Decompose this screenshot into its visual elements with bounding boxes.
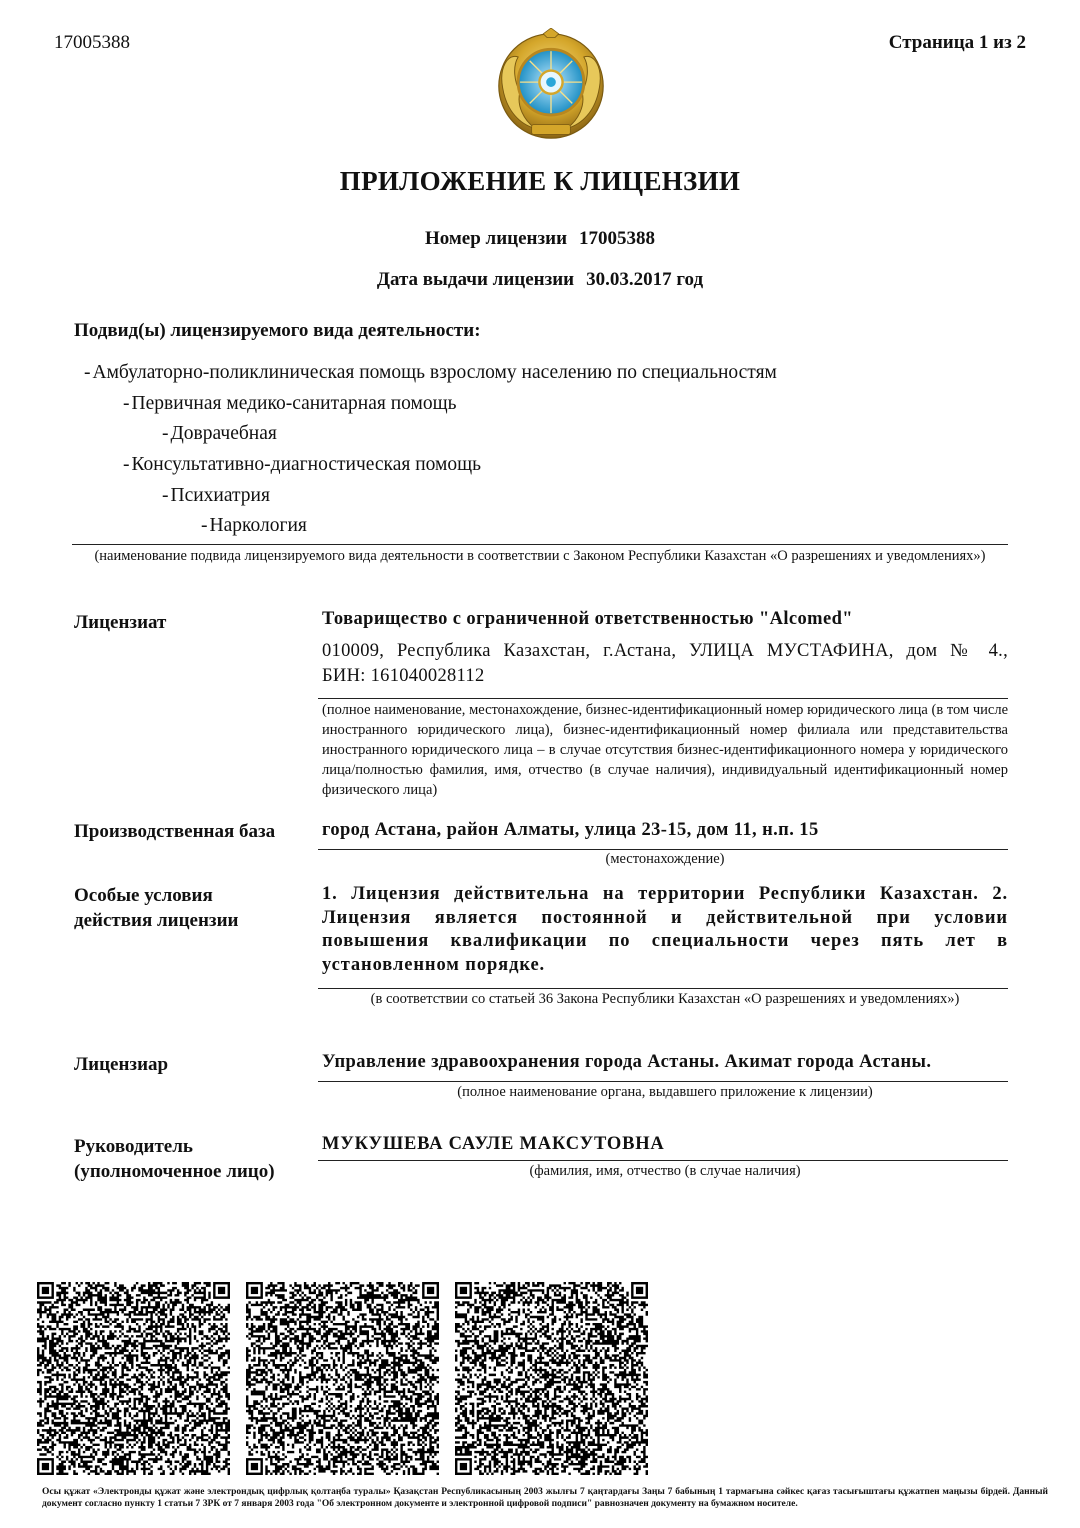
license-date-value: 30.03.2017 год xyxy=(586,269,704,290)
production-base-note: (местонахождение) xyxy=(605,851,725,867)
licensee-label: Лицензиат xyxy=(74,612,167,633)
production-base-label: Производственная база xyxy=(74,821,276,842)
subtypes-heading: Подвид(ы) лицензируемого вида деятельности: xyxy=(74,320,481,341)
activity-item: - Доврачебная xyxy=(162,423,277,444)
divider xyxy=(72,544,1008,545)
head-label: Руководитель (уполномоченное лицо) xyxy=(74,1136,275,1182)
special-conditions-value: 1. Лицензия действительна на территории Республики Казахстан. 2. Лицензия является постоянной и действительной при условии повышения квалификации по специальности через пять лет в установленном порядке. xyxy=(322,884,1008,975)
activity-item: - Наркология xyxy=(201,515,307,536)
page-indicator: Страница 1 из 2 xyxy=(888,32,1026,53)
activity-item: - Психиатрия xyxy=(162,485,270,506)
licensee-name: Товарищество с ограниченной ответственностью "Alcomed" xyxy=(322,609,853,629)
licensee-address: 010009, Республика Казахстан, г.Астана, УЛИЦА МУСТАФИНА, дом № 4., xyxy=(322,641,1008,661)
license-number-label: Номер лицензии xyxy=(424,228,568,249)
licensee-bin: БИН: 161040028112 xyxy=(322,666,485,686)
production-base-value: город Астана, район Алматы, улица 23-15, дом 11, н.п. 15 xyxy=(322,820,819,840)
divider xyxy=(318,988,1008,989)
special-conditions-label: Особые условия действия лицензии xyxy=(74,885,239,931)
qr-code-icon xyxy=(246,1282,439,1475)
license-number-line xyxy=(0,228,1080,250)
page-title: ПРИЛОЖЕНИЕ К ЛИЦЕНЗИИ xyxy=(339,166,741,196)
legal-footer: Осы құжат «Электронды құжат және электрондық цифрлық қолтаңба туралы» Қазақстан Республикасының 2003 жылғы 7 қаңтардағы Заңы 7 бабының 1 тармағына сәйкес қағаз тасығыштағы құжатпен маңызы бірдей. Данный документ согласно пункту 1 статьи 7 ЗРК от 7 января 2003 года "Об электронном документе и электронной цифровой подписи" равнозначен документу на бумажном носителе. xyxy=(42,1487,1049,1509)
activity-item: - Консультативно-диагностическая помощь xyxy=(123,454,482,475)
divider xyxy=(318,1081,1008,1082)
head-note: (фамилия, имя, отчество (в случае наличия) xyxy=(529,1163,801,1179)
license-date-line xyxy=(0,269,1080,291)
license-date-label: Дата выдачи лицензии xyxy=(376,269,575,290)
licensee-note: (полное наименование, местонахождение, бизнес-идентификационный номер юридического лица (в том числе иностранного юридического лица), бизнес-идентификационный номер филиала или представительства иностранного юридического лица – в случае отсутствия бизнес-идентификационного номера у юридического лица/полностью фамилия, имя, отчество (в случае наличия), индивидуальный идентификационный номер физического лица) xyxy=(322,702,1008,798)
head-value: МУКУШЕВА САУЛЕ МАКСУТОВНА xyxy=(322,1134,665,1154)
activity-item: - Первичная медико-санитарная помощь xyxy=(123,393,457,414)
qr-code-icon xyxy=(455,1282,648,1475)
state-emblem-icon xyxy=(493,28,609,144)
licensor-note: (полное наименование органа, выдавшего приложение к лицензии) xyxy=(457,1084,873,1100)
document-number: 17005388 xyxy=(54,32,130,53)
licensor-value: Управление здравоохранения города Астаны. Акимат города Астаны. xyxy=(322,1052,932,1072)
divider xyxy=(318,1160,1008,1161)
qr-code-icon xyxy=(37,1282,230,1475)
divider xyxy=(318,849,1008,850)
license-number-value: 17005388 xyxy=(579,228,656,249)
subtypes-note: (наименование подвида лицензируемого вида деятельности в соответствии с Законом Республики Казахстан «О разрешениях и уведомлениях») xyxy=(94,548,986,564)
activity-item: - Амбулаторно-поликлиническая помощь взрослому населению по специальностям xyxy=(84,362,777,383)
divider xyxy=(318,698,1008,699)
licensor-label: Лицензиар xyxy=(74,1054,169,1075)
special-conditions-note: (в соответствии со статьей 36 Закона Республики Казахстан «О разрешениях и уведомлениях») xyxy=(370,991,960,1007)
